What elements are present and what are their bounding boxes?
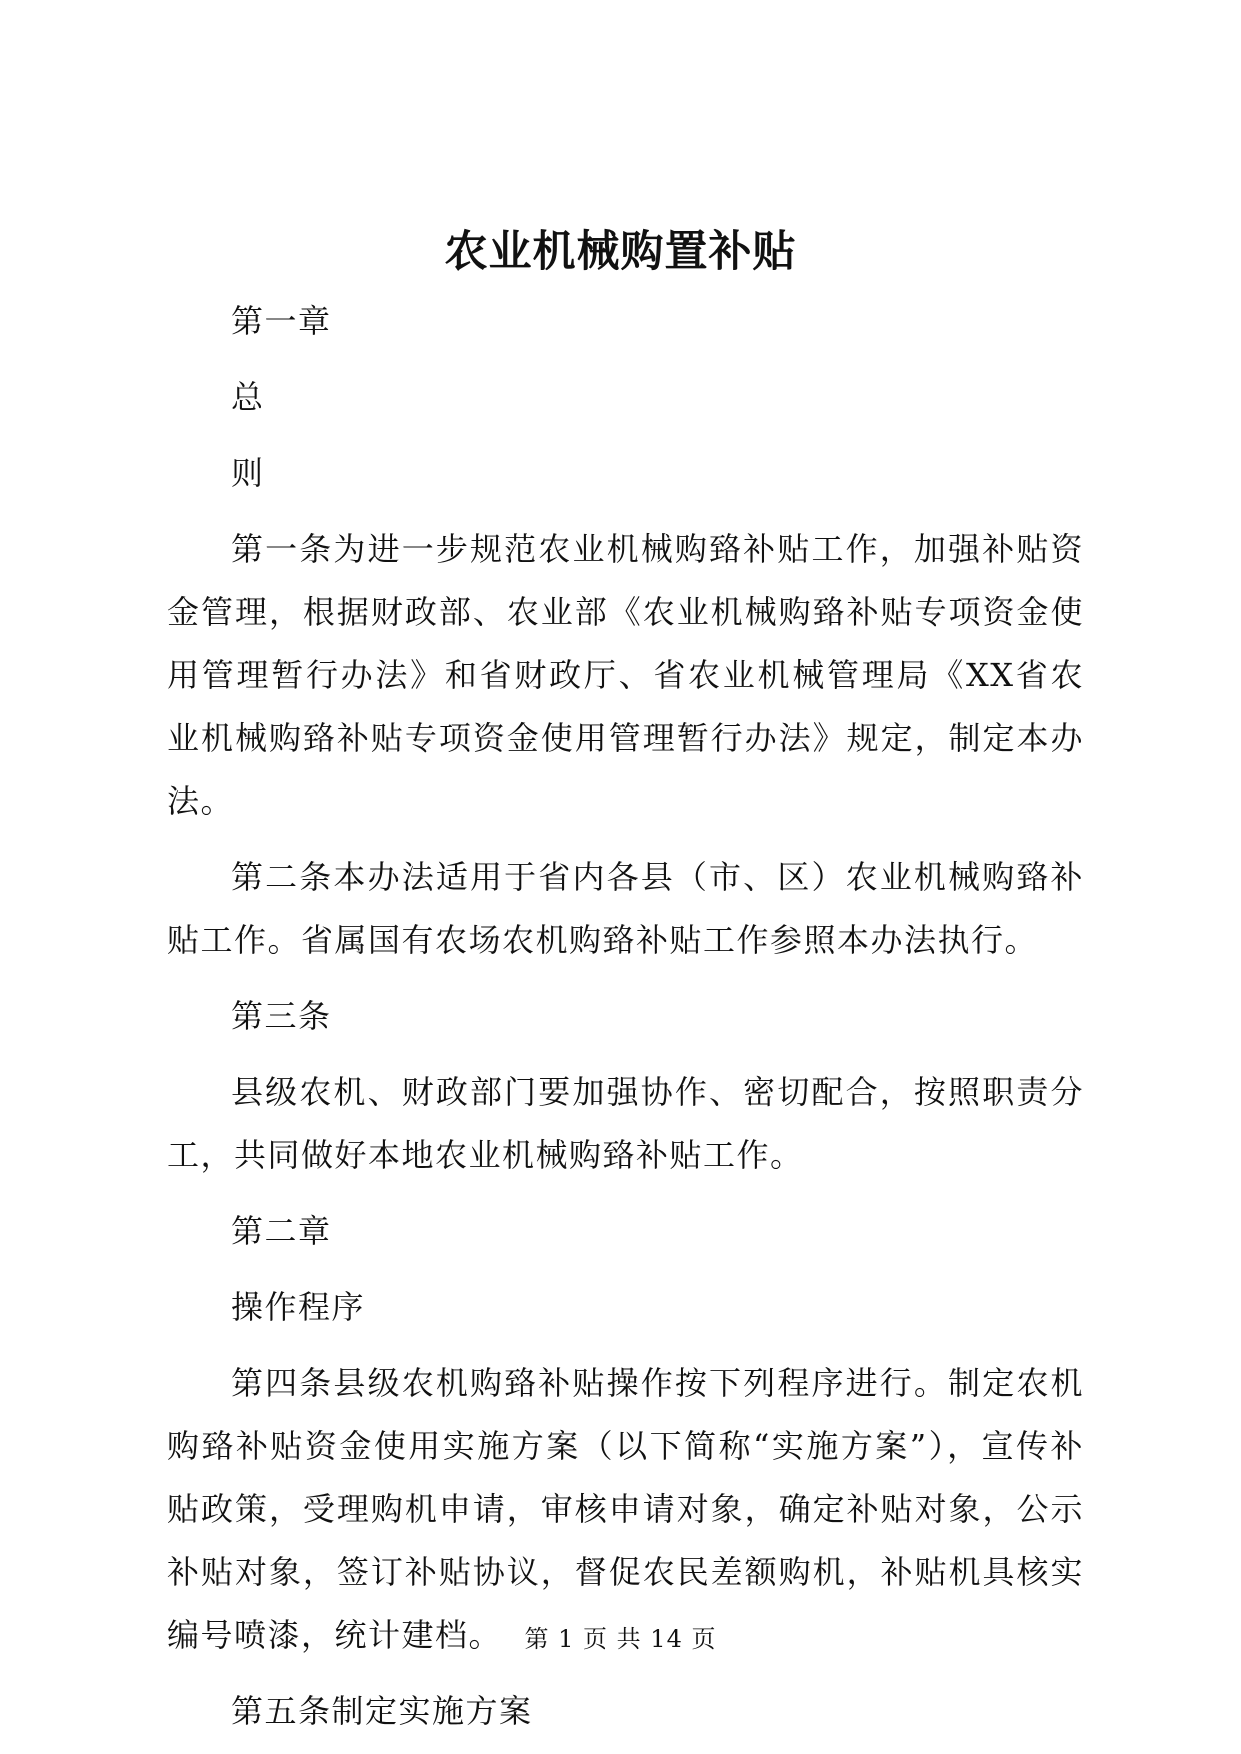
article-paragraph: 第四条县级农机购臵补贴操作按下列程序进行。制定农机购臵补贴资金使用实施方案（以下简称“实施方案”），宣传补贴政策，受理购机申请，审核申请对象，确定补贴对象，公示补贴对象，签订补贴协议，督促农民差额购机，补贴机具核实编号喷漆，统计建档。 [167,1364,1084,1654]
chapter-heading: 第二章 [231,1212,332,1250]
page-number-label: 第 1 页 共 14 页 [524,1625,717,1653]
article-paragraph: 第二条本办法适用于省内各县（市、区）农业机械购臵补贴工作。省属国有农场农机购臵补贴工作参照本办法执行。 [167,858,1084,959]
document-title: 农业机械购置补贴 [444,227,797,277]
chapter-heading: 第一章 [231,302,332,340]
article-heading: 第三条 [231,997,332,1035]
document-body [167,290,1084,1743]
chapter-title: 操作程序 [231,1288,366,1326]
page-footer [0,1622,1241,1656]
chapter-title-part: 则 [231,454,265,492]
article-paragraph: 第一条为进一步规范农业机械购臵补贴工作，加强补贴资金管理，根据财政部、农业部《农业机械购臵补贴专项资金使用管理暂行办法》和省财政厅、省农业机械管理局《XX省农业机械购臵补贴专项资金使用管理暂行办法》规定，制定本办法。 [167,530,1084,820]
chapter-title-part: 总 [231,378,265,416]
article-paragraph: 县级农机、财政部门要加强协作、密切配合，按照职责分工，共同做好本地农业机械购臵补贴工作。 [167,1073,1084,1174]
article-heading: 第五条制定实施方案 [231,1692,533,1730]
